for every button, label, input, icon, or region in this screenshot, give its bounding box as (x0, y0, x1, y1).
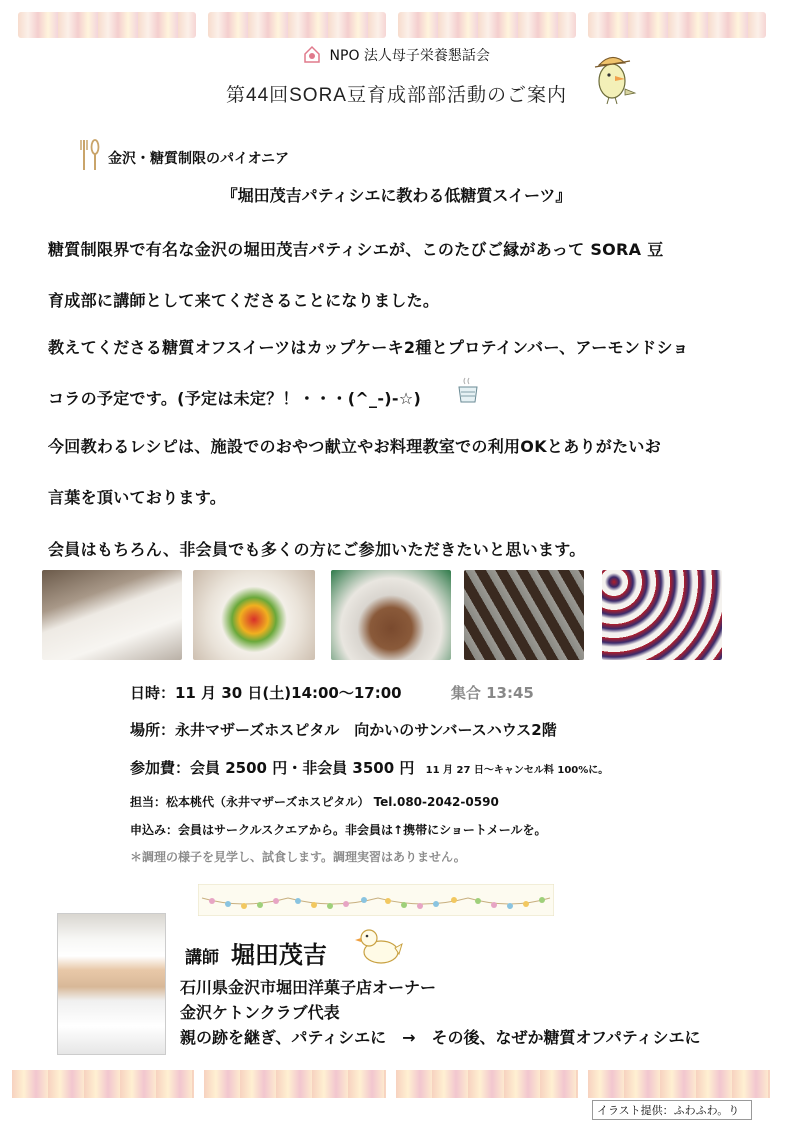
utensils-icon (78, 138, 102, 172)
bird-illustration (585, 45, 640, 105)
cupcakes-photo (602, 570, 722, 660)
event-fee (130, 757, 608, 778)
org-name: NPO 法人母子栄養懇話会 (329, 48, 490, 64)
gather-time: 集合 13:45 (450, 684, 534, 702)
top-banner-1 (18, 12, 196, 38)
event-apply: 申込み：会員はサークルスクエアから。非会員は↑携帯にショートメールを。 (130, 823, 547, 837)
fee-note: 11 月 27 日～キャンセル料 100%に。 (425, 765, 609, 776)
bottom-banner-2 (204, 1070, 386, 1098)
paragraph-3-line-1: 今回教わるレシピは、施設でのおやつ献立やお料理教室での利用OKとありがたいお (48, 437, 662, 456)
protein-bar-photo (464, 570, 584, 660)
page-title: 第44回SORA豆育成部部活動のご案内 (226, 85, 567, 106)
paragraph-4: 会員はもちろん、非会員でも多くの方にご参加いただきたいと思います。 (48, 540, 586, 559)
event-datetime (130, 682, 534, 703)
lecturer-bio-1: 石川県金沢市堀田洋菓子店オーナー (180, 978, 437, 997)
org-header (0, 45, 793, 65)
paragraph-3-line-2: 言葉を頂いております。 (48, 488, 227, 507)
duck-illustration (355, 924, 403, 966)
paragraph-1-line-1: 糖質制限界で有名な金沢の堀田茂吉パティシエが、このたびご縁があって SORA 豆 (48, 240, 664, 259)
lecturer-bio-3: 親の跡を継ぎ、パティシエに → その後、なぜか糖質オフパティシエに (180, 1028, 701, 1047)
bottom-banner-3 (396, 1070, 578, 1098)
lecturer-heading (185, 935, 327, 970)
paragraph-1-line-2: 育成部に講師として来てくださることになりました。 (48, 291, 440, 310)
coffee-cup-icon (455, 375, 481, 405)
bottom-banner-1 (12, 1070, 194, 1098)
event-title: 『堀田茂吉パティシエに教わる低糖質スイーツ』 (221, 186, 572, 205)
top-banner-3 (398, 12, 576, 38)
illustration-credit: イラスト提供：ふわふわ。り (592, 1100, 752, 1120)
cake-cream-photo (42, 570, 182, 660)
bottom-banner-4 (588, 1070, 770, 1098)
event-note: ＊調理の様子を見学し、試食します。調理実習はありません。 (130, 850, 466, 864)
top-banner-4 (588, 12, 766, 38)
event-place: 場所：永井マザーズホスピタル 向かいのサンバースハウス2階 (130, 721, 557, 739)
fee-text: 参加費：会員 2500 円・非会員 3500 円 (130, 759, 415, 777)
lecturer-name: 堀田茂吉 (230, 941, 327, 969)
chef-photo (57, 913, 166, 1055)
event-subtitle: 金沢・糖質制限のパイオニア (108, 151, 290, 167)
light-garland (198, 884, 554, 916)
top-banner-2 (208, 12, 386, 38)
datetime-text: 日時：11 月 30 日(土)14:00～17:00 (130, 684, 402, 702)
event-contact: 担当：松本桃代（永井マザーズホスピタル） Tel.080-2042-0590 (130, 795, 499, 809)
lecturer-bio-2: 金沢ケトンクラブ代表 (180, 1003, 340, 1022)
paragraph-2-line-2: コラの予定です。(予定は未定？！・・・(^_-)-☆) (48, 389, 422, 408)
lecturer-label: 講師 (185, 948, 219, 968)
fruit-cake-photo (193, 570, 315, 660)
logo-icon (303, 45, 321, 63)
almond-chocolate-photo (331, 570, 451, 660)
paragraph-2-line-1: 教えてくださる糖質オフスイーツはカップケーキ2種とプロテインバー、アーモンドショ (48, 338, 689, 357)
